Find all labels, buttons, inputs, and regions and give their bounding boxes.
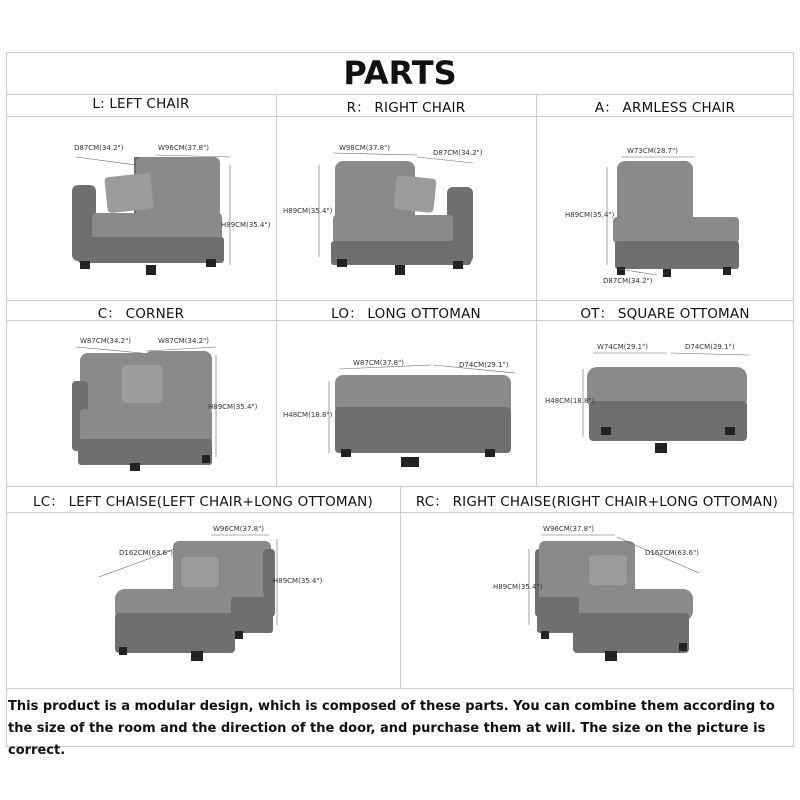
part-label-corner: C： CORNER [97, 306, 185, 322]
corner-illustration [6, 321, 276, 486]
dim-width: W96CM(37.8") [543, 525, 595, 533]
dim-width: W96CM(37.8") [213, 525, 265, 533]
dim-width: W73CM(28.7") [627, 147, 679, 155]
product-description: This product is a modular design, which is composed of these parts. You can combine them according to the size of the room and the direction of the door, and purchase them at will. The size on the picture is correct. [8, 699, 775, 758]
dim-width: W96CM(37.8") [158, 144, 210, 152]
left-chair-illustration [6, 117, 276, 299]
dim-depth: D87CM(34.2") [433, 149, 483, 157]
dim-height: H89CM(35.4") [283, 207, 333, 215]
dim-height: H48CM(18.8") [545, 397, 595, 405]
part-label-left-chaise: LC： LEFT CHAISE(LEFT CHAIR+LONG OTTOMAN) [33, 494, 373, 510]
dim-depth: D87CM(34.2") [603, 277, 653, 285]
dim-width: W98CM(37.8") [339, 144, 391, 152]
dim-depth: D74CM(29.1") [685, 343, 735, 351]
dim-width: W87CM(37.8") [353, 359, 405, 367]
part-label-right-chair: R： RIGHT CHAIR [346, 100, 466, 116]
page-title: PARTS [343, 54, 457, 92]
dim-width: W74CM(29.1") [597, 343, 649, 351]
dim-depth: D162CM(63.6") [645, 549, 699, 557]
right-chaise-illustration [401, 513, 794, 688]
part-label-square-ottoman: OT： SQUARE OTTOMAN [580, 306, 750, 322]
right-chair-illustration [277, 117, 536, 299]
dim-height: H89CM(35.4") [493, 583, 543, 591]
dim-height: H89CM(35.4") [221, 221, 271, 229]
dim-depth: D162CM(63.6") [119, 549, 173, 557]
dim-height: H89CM(35.4") [565, 211, 615, 219]
divider [6, 300, 794, 301]
dim-height: H48CM(18.8") [283, 411, 333, 419]
divider [6, 688, 794, 689]
part-label-armless-chair: A： ARMLESS CHAIR [594, 100, 736, 116]
dim-height: H89CM(35.4") [273, 577, 323, 585]
dim-depth: D87CM(34.2") [74, 144, 124, 152]
part-label-left-chair: L: LEFT CHAIR [92, 96, 190, 112]
armless-chair-illustration [537, 117, 794, 299]
divider [6, 94, 794, 95]
dim-height: H89CM(35.4") [208, 403, 258, 411]
long-ottoman-illustration [277, 321, 536, 486]
part-label-right-chaise: RC： RIGHT CHAISE(RIGHT CHAIR+LONG OTTOMAN) [415, 494, 779, 510]
dim-depth: D74CM(29.1") [459, 361, 509, 369]
part-label-long-ottoman: LO： LONG OTTOMAN [331, 306, 481, 322]
dim-width-right: W87CM(34.2") [158, 337, 210, 345]
square-ottoman-illustration [537, 321, 794, 486]
dim-width-left: W87CM(34.2") [80, 337, 132, 345]
left-chaise-illustration [7, 513, 400, 688]
